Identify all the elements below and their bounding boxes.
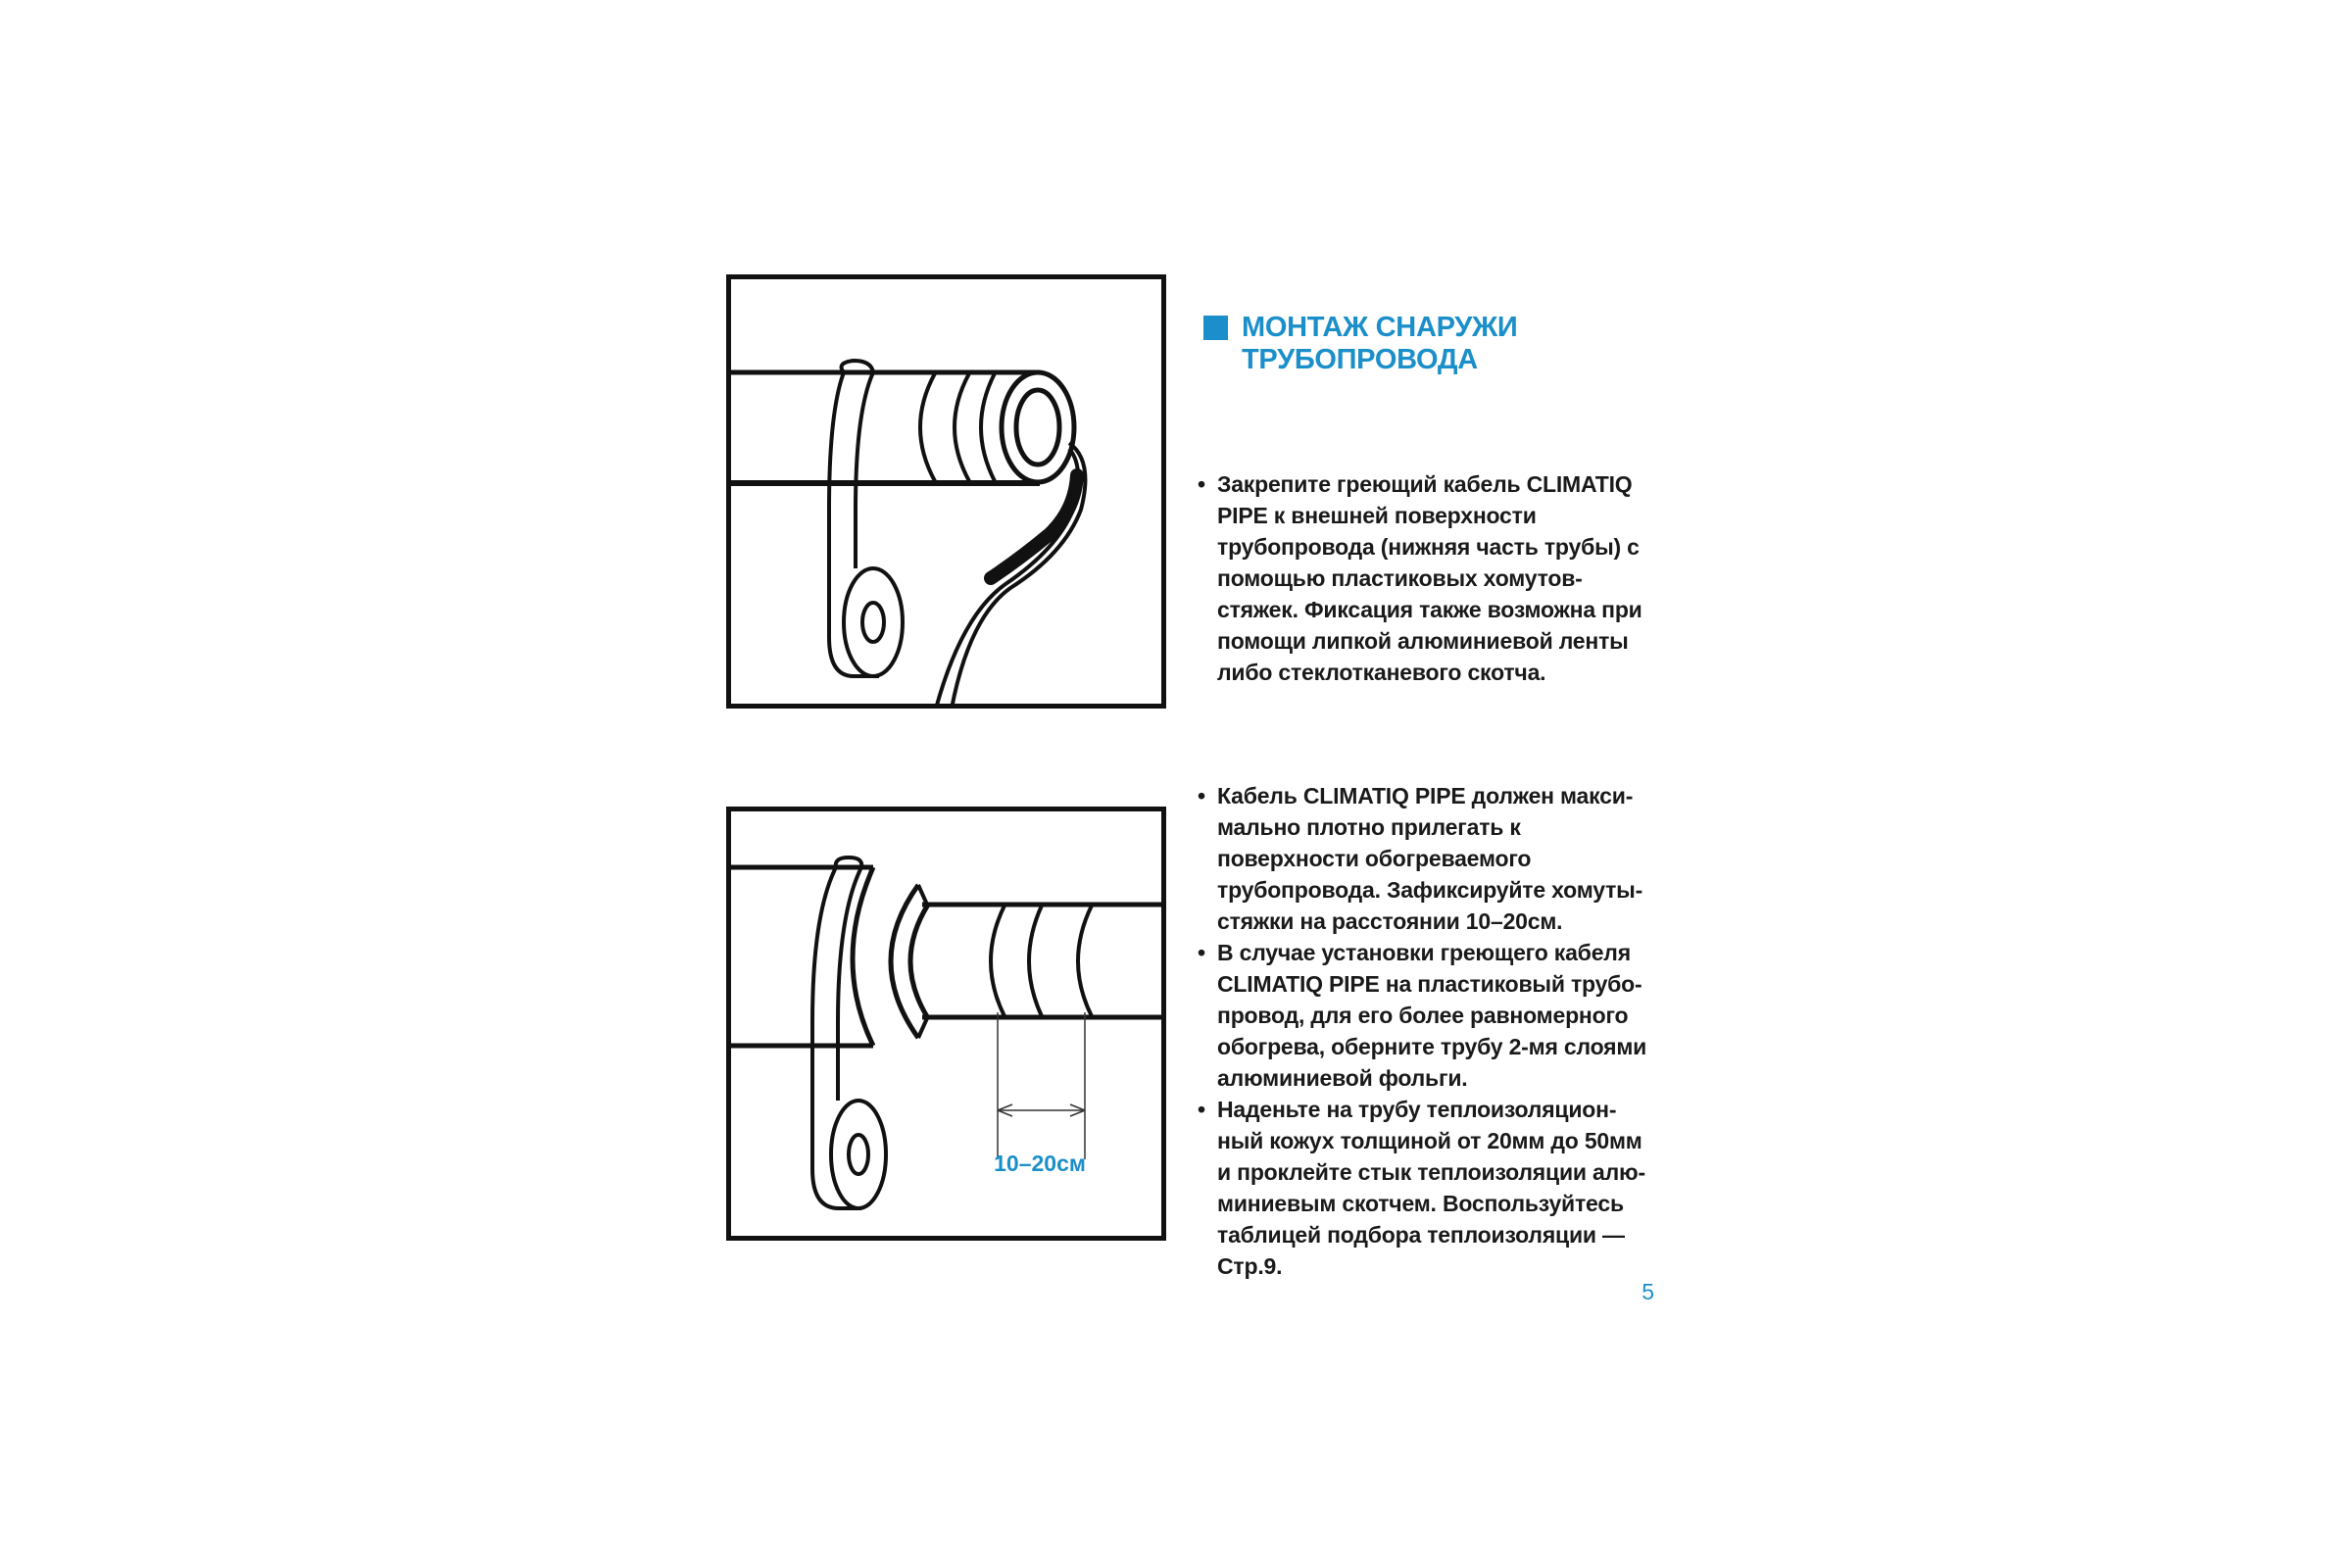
instructions-top xyxy=(1198,468,1652,688)
instruction-text: Закрепите греющий кабель CLIMATIQ PIPE к внешней поверхности трубопровода (нижняя часть трубы) с помощью пластиковых хомутов-стяжек. Фиксация также возможна при помощи липкой алюминиевой ленты либо стеклотканевого скотча. xyxy=(1217,471,1642,685)
section-heading xyxy=(1203,312,1615,376)
section-title: МОНТАЖ СНАРУЖИ ТРУБОПРОВОДА xyxy=(1242,312,1518,375)
figure-cable-on-pipe xyxy=(726,274,1166,709)
instruction-paragraph xyxy=(1198,780,1652,937)
instruction-paragraph xyxy=(1198,1094,1652,1282)
instructions-bottom xyxy=(1198,780,1652,1282)
bullet: • xyxy=(1198,940,1205,965)
instruction-text: Наденьте на трубу теплоизоляционный кожух толщиной от 20мм до 50мм и проклейте стык теплоизоляции алюминиевым скотчем. Воспользуйтесь таблицей подбора теплоизоляции — Стр.9. xyxy=(1217,1097,1646,1279)
bullet: • xyxy=(1198,1097,1205,1122)
bullet: • xyxy=(1198,783,1205,808)
page-number: 5 xyxy=(1642,1279,1654,1304)
instruction-text: В случае установки греющего кабеля CLIMATIQ PIPE на пластиковый трубопровод, для его более равномерного обогрева, оберните трубу 2-мя слоями алюминиевой фольги. xyxy=(1217,940,1647,1091)
instruction-paragraph xyxy=(1198,937,1652,1094)
bullet: • xyxy=(1198,471,1205,497)
blue-square-bullet-icon xyxy=(1203,316,1228,340)
instruction-text: Кабель CLIMATIQ PIPE должен максимально плотно прилегать к поверхности обогреваемого трубопровода. Зафиксируйте хомуты-стяжки на расстоянии 10–20см. xyxy=(1217,783,1643,934)
dimension-label: 10–20см xyxy=(994,1151,1086,1176)
figure-clamp-spacing xyxy=(726,807,1166,1241)
instruction-paragraph xyxy=(1198,468,1652,688)
